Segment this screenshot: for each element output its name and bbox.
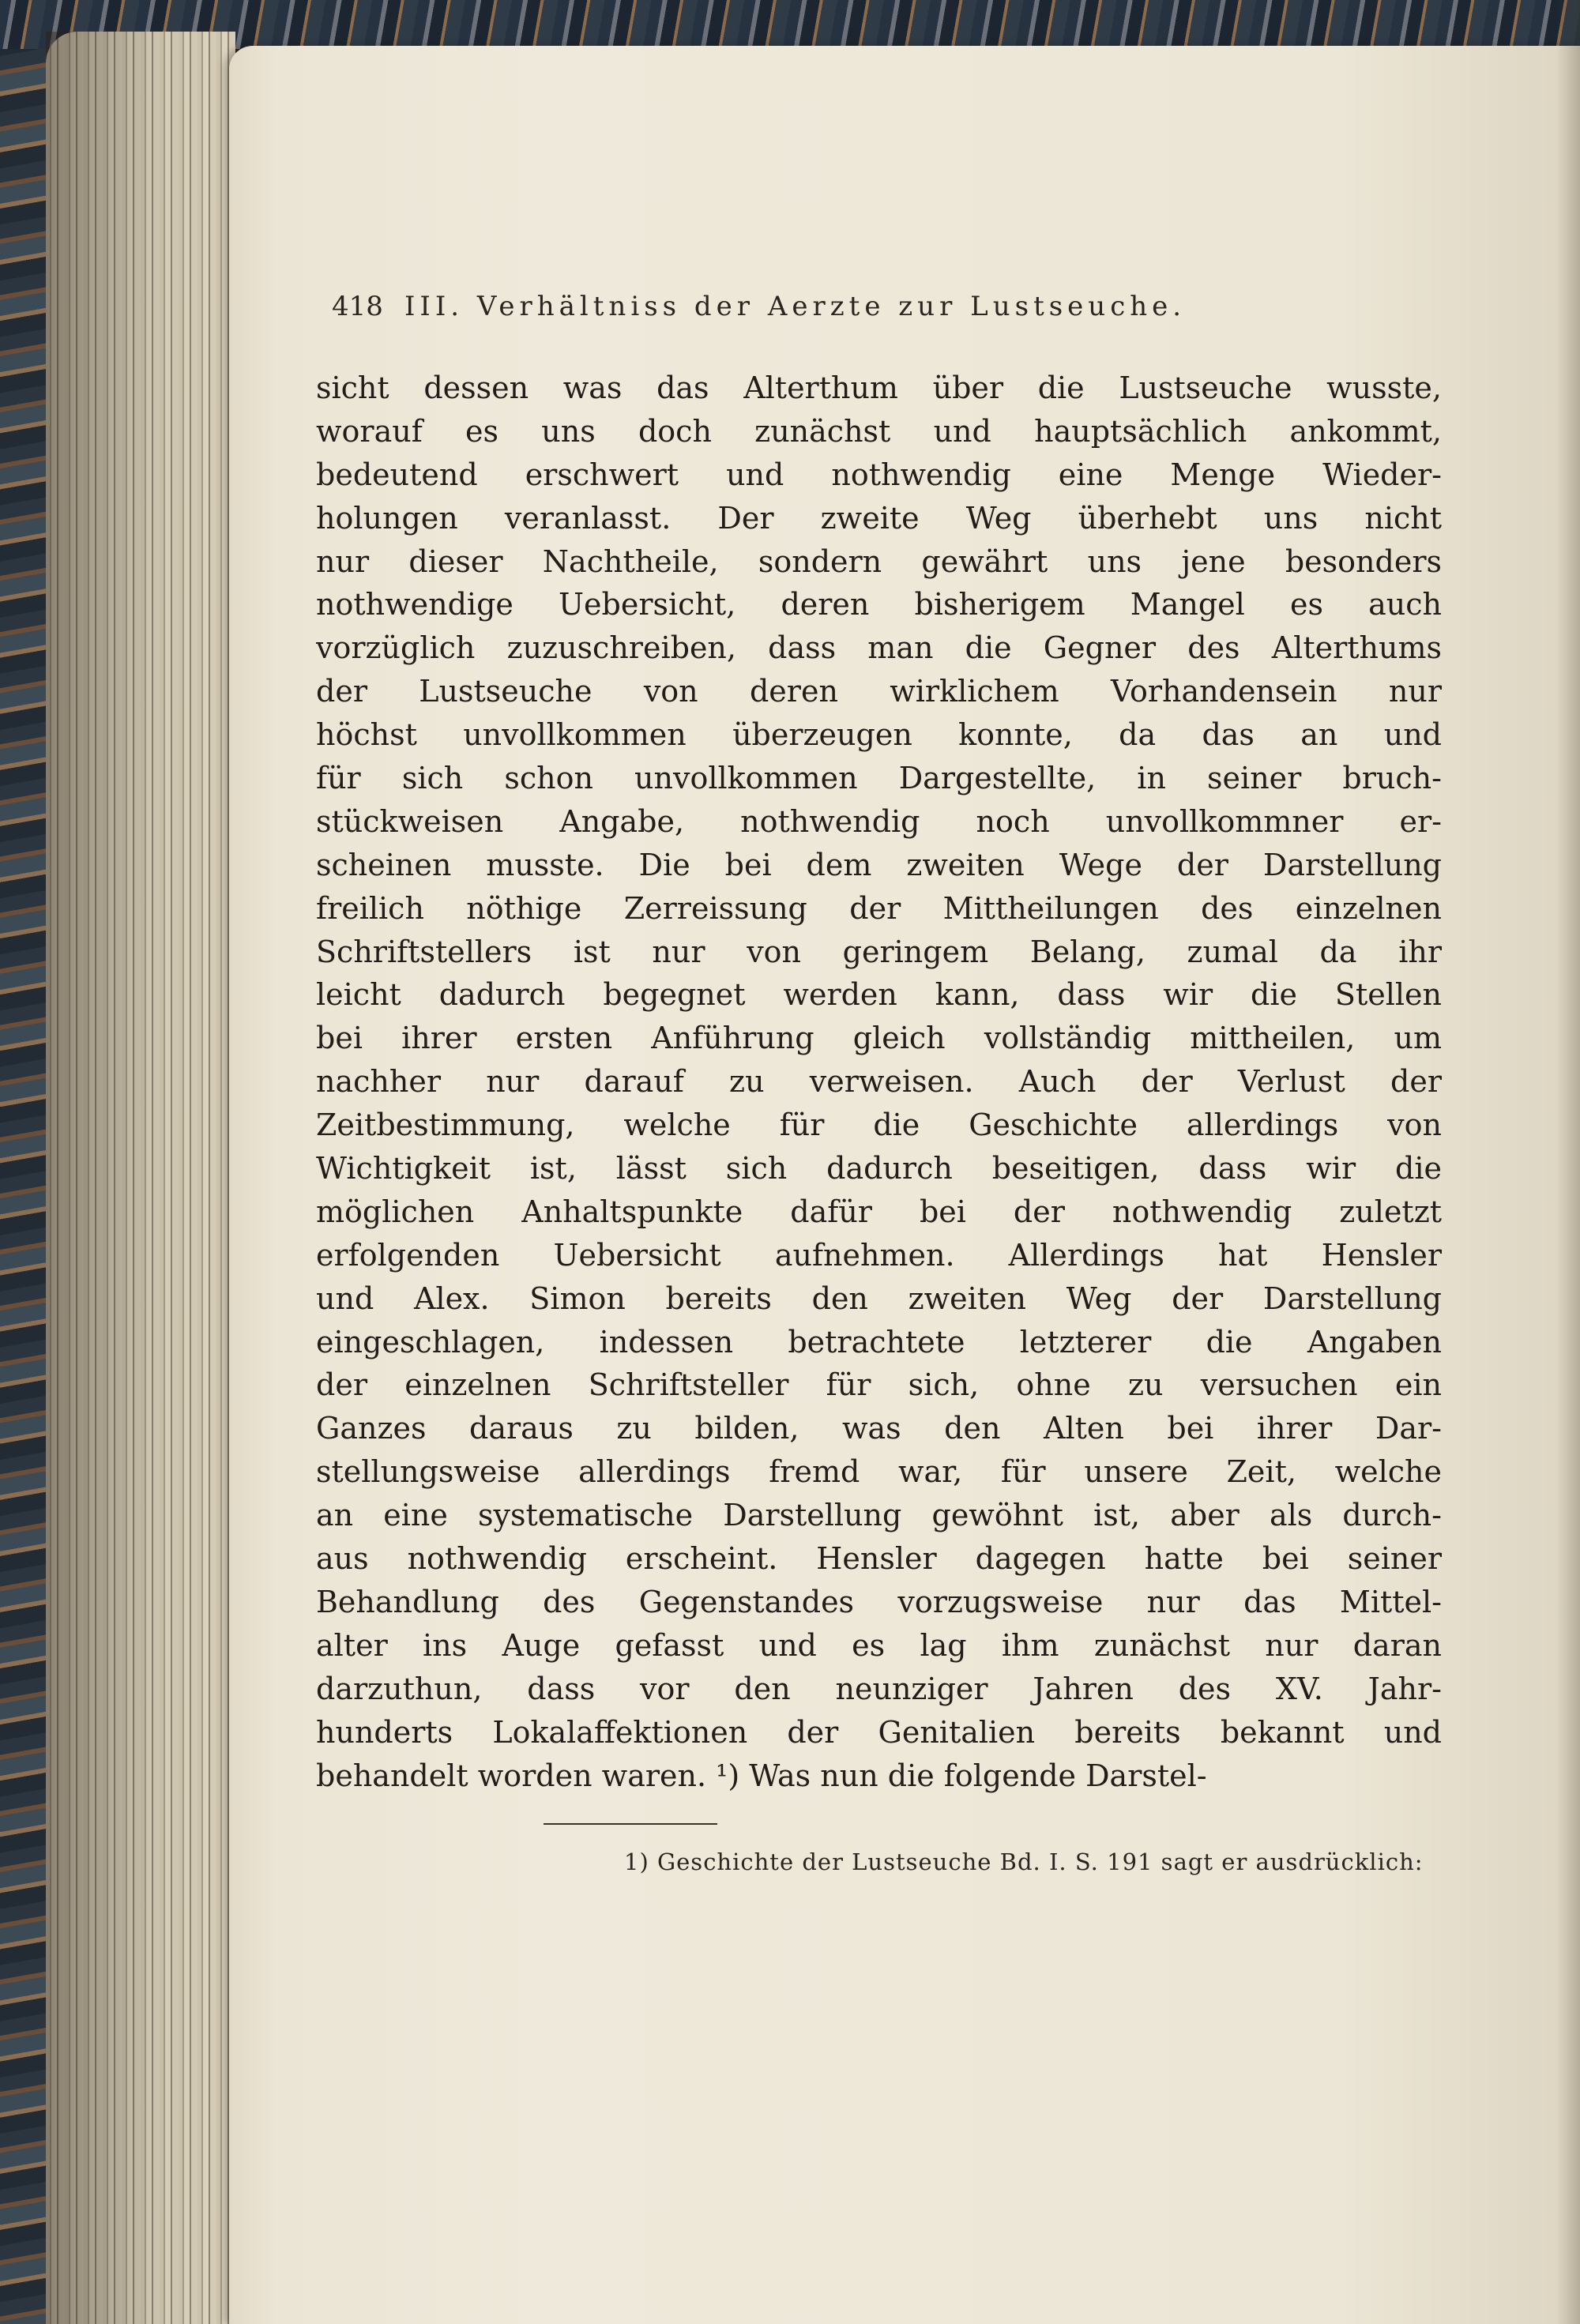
text-line: darzuthun, dass vor den neunziger Jahren des XV. Jahr-	[316, 1671, 1442, 1706]
text-line: hunderts Lokalaffektionen der Genitalien bereits bekannt und	[316, 1714, 1442, 1750]
text-line: worauf es uns doch zunächst und hauptsächlich ankommt,	[316, 413, 1442, 449]
text-line: Ganzes daraus zu bilden, was den Alten bei ihrer Dar-	[316, 1411, 1442, 1446]
text-line: aus nothwendig erscheint. Hensler dagegen hatte bei seiner	[316, 1541, 1442, 1577]
text-line: eingeschlagen, indessen betrachtete letzterer die Angaben	[316, 1324, 1442, 1359]
running-head	[332, 291, 1367, 330]
page-edges	[46, 32, 235, 2324]
text-line: Behandlung des Gegenstandes vorzugsweise nur das Mittel-	[316, 1584, 1442, 1619]
page-number: 418	[332, 291, 383, 322]
text-line: der einzelnen Schriftsteller für sich, ohne zu versuchen ein	[316, 1367, 1442, 1403]
text-line: erfolgenden Uebersicht aufnehmen. Allerdings hat Hensler	[316, 1237, 1442, 1273]
text-line: der Lustseuche von deren wirklichem Vorhandensein nur	[316, 674, 1442, 709]
text-line: nur dieser Nachtheile, sondern gewährt uns jene besonders	[316, 543, 1442, 579]
text-line: leicht dadurch begegnet werden kann, dass wir die Stellen	[316, 977, 1442, 1013]
text-line: stellungsweise allerdings fremd war, für unsere Zeit, welche	[316, 1454, 1442, 1490]
text-line: für sich schon unvollkommen Dargestellte, in seiner bruch-	[316, 761, 1442, 796]
body-text	[316, 367, 1442, 1797]
footnote-rule	[544, 1823, 717, 1825]
text-line: möglichen Anhaltspunkte dafür bei der nothwendig zuletzt	[316, 1194, 1442, 1229]
text-line: holungen veranlasst. Der zweite Weg überhebt uns nicht	[316, 500, 1442, 536]
text-line: scheinen musste. Die bei dem zweiten Wege der Darstellung	[316, 847, 1442, 882]
text-line: stückweisen Angabe, nothwendig noch unvollkommner er-	[316, 803, 1442, 839]
text-line: bei ihrer ersten Anführung gleich vollständig mittheilen, um	[316, 1021, 1442, 1056]
book-cover-edge	[0, 0, 46, 2324]
text-line: und Alex. Simon bereits den zweiten Weg der Darstellung	[316, 1280, 1442, 1316]
book-cover-top	[0, 0, 1580, 49]
text-line: Wichtigkeit ist, lässt sich dadurch beseitigen, dass wir die	[316, 1151, 1442, 1186]
footnote: 1) Geschichte der Lustseuche Bd. I. S. 191 sagt er ausdrücklich:	[624, 1848, 1424, 1875]
page-shadow	[1556, 0, 1580, 2324]
text-line: höchst unvollkommen überzeugen konnte, da das an und	[316, 717, 1442, 753]
text-line: freilich nöthige Zerreissung der Mittheilungen des einzelnen	[316, 890, 1442, 926]
text-line: Zeitbestimmung, welche für die Geschichte allerdings von	[316, 1107, 1442, 1143]
running-title: III. Verhältniss der Aerzte zur Lustseuche.	[404, 291, 1187, 322]
text-line: alter ins Auge gefasst und es lag ihm zunächst nur daran	[316, 1627, 1442, 1663]
text-line: bedeutend erschwert und nothwendig eine Menge Wieder-	[316, 457, 1442, 492]
text-line: behandelt worden waren. ¹) Was nun die folgende Darstel-	[316, 1758, 1207, 1793]
text-line: vorzüglich zuzuschreiben, dass man die Gegner des Alterthums	[316, 630, 1442, 666]
text-line: nothwendige Uebersicht, deren bisherigem Mangel es auch	[316, 587, 1442, 622]
text-line: nachher nur darauf zu verweisen. Auch der Verlust der	[316, 1064, 1442, 1100]
text-line: an eine systematische Darstellung gewöhnt ist, aber als durch-	[316, 1498, 1442, 1533]
text-line: Schriftstellers ist nur von geringem Belang, zumal da ihr	[316, 934, 1442, 969]
text-line: sicht dessen was das Alterthum über die Lustseuche wusste,	[316, 370, 1442, 405]
